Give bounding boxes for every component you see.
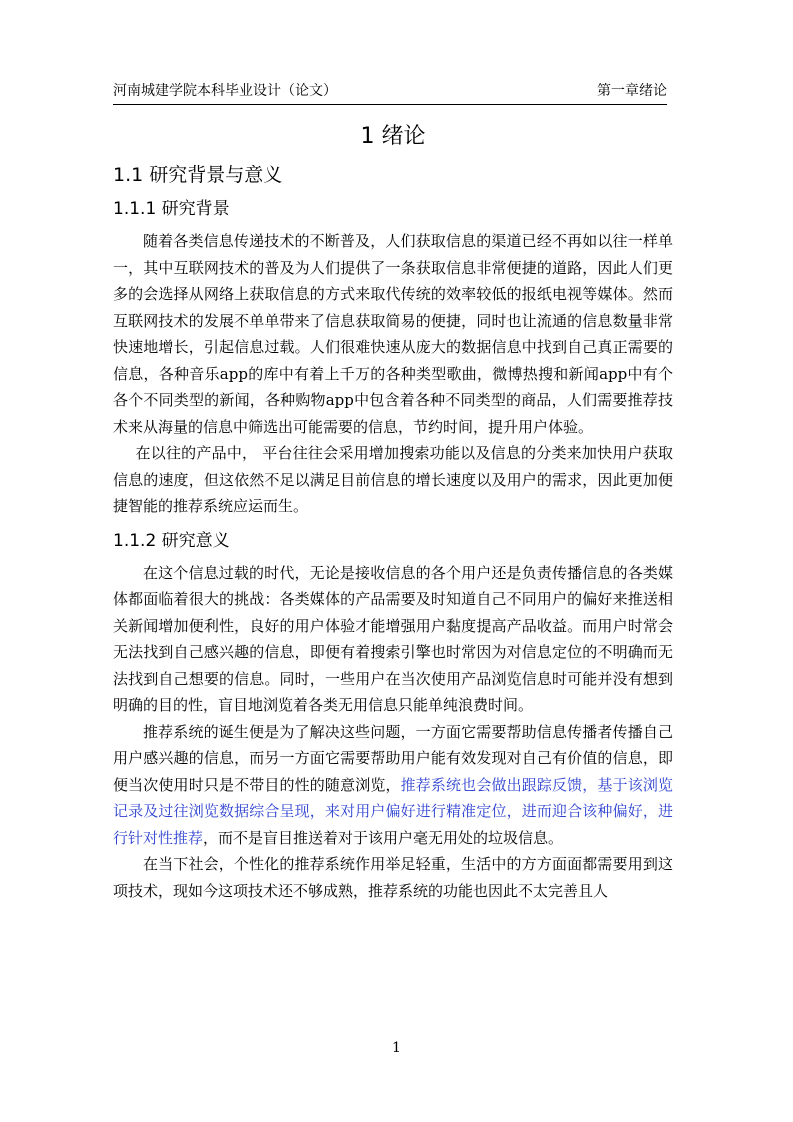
section-heading-1-1-1: 1.1.1 研究背景	[113, 199, 230, 219]
section-heading-1-1: 1.1 研究背景与意义	[113, 164, 283, 186]
paragraph-significance-3: 在当下社会，个性化的推荐系统作用举足轻重，生活中的方方面面都需要用到这项技术，现如今这项技术还不够成熟，推荐系统的功能也因此不太完善且人	[113, 855, 673, 900]
page-header	[113, 80, 667, 105]
paragraph-text: ，而不是盲目推送着对于该用户毫无用处的垃圾信息。	[203, 828, 564, 847]
paragraph-significance-2	[113, 719, 673, 852]
section-heading-1-1-2: 1.1.2 研究意义	[113, 530, 230, 551]
page-body	[113, 120, 673, 904]
paragraph-text: 推荐系统的诞生便是为了解决这些问题，一方面它需要帮助信息传播者传播自己用户感兴趣的信息，而另一方面它需要帮助用户能有效发现对自己有价值的信息，即便当次使用时只是不带目的性的随意浏览，	[113, 722, 673, 794]
header-thesis-title: 河南城建学院本科毕业设计（论文）	[113, 83, 337, 99]
paragraph-background-2: 在以往的产品中， 平台往往会采用增加搜索功能以及信息的分类来加快用户获取信息的速度，但这依然不足以满足目前信息的增长速度以及用户的需求，因此更加便捷智能的推荐系统应运而生。	[113, 444, 673, 515]
paragraph-background-1: 随着各类信息传递技术的不断普及，人们获取信息的渠道已经不再如以往一样单一，其中互联网技术的普及为人们提供了一条获取信息非常便捷的道路，因此人们更多的会选择从网络上获取信息的方式来取代传统的效率较低的报纸电视等媒体。然而互联网技术的发展不单单带来了信息获取简易的便捷，同时也让流通的信息数量非常快速地增长，引起信息过载。人们很难快速从庞大的数据信息中找到自己真正需要的信息，各种音乐app的库中有着上千万的各种类型歌曲，微博热搜和新闻app中有个各个不同类型的新闻，各种购物app中包含着各种不同类型的商品，人们需要推荐技术来从海量的信息中筛选出可能需要的信息，节约时间，提升用户体验。	[113, 232, 673, 436]
header-chapter-name: 第一章绪论	[597, 83, 667, 99]
page-number: 1	[392, 1040, 401, 1056]
highlighted-text: 推荐系统也会做出跟踪反馈，基于该浏览记录及过往浏览数据综合呈现，来对用户偏好进行精准定位，进而迎合该种偏好，进行针对性推荐	[113, 775, 673, 847]
chapter-title: 1 绪论	[360, 124, 426, 149]
paragraph-significance-1: 在这个信息过载的时代，无论是接收信息的各个用户还是负责传播信息的各类媒体都面临着很大的挑战：各类媒体的产品需要及时知道自己不同用户的偏好来推送相关新闻增加便利性，良好的用户体验才能增强用户黏度提高产品收益。而用户时常会无法找到自己感兴趣的信息，即便有着搜索引擎也时常因为对信息定位的不明确而无法找到自己想要的信息。同时，一些用户在当次使用产品浏览信息时可能并没有想到明确的目的性，盲目地浏览着各类无用信息只能单纯浪费时间。	[113, 563, 673, 714]
